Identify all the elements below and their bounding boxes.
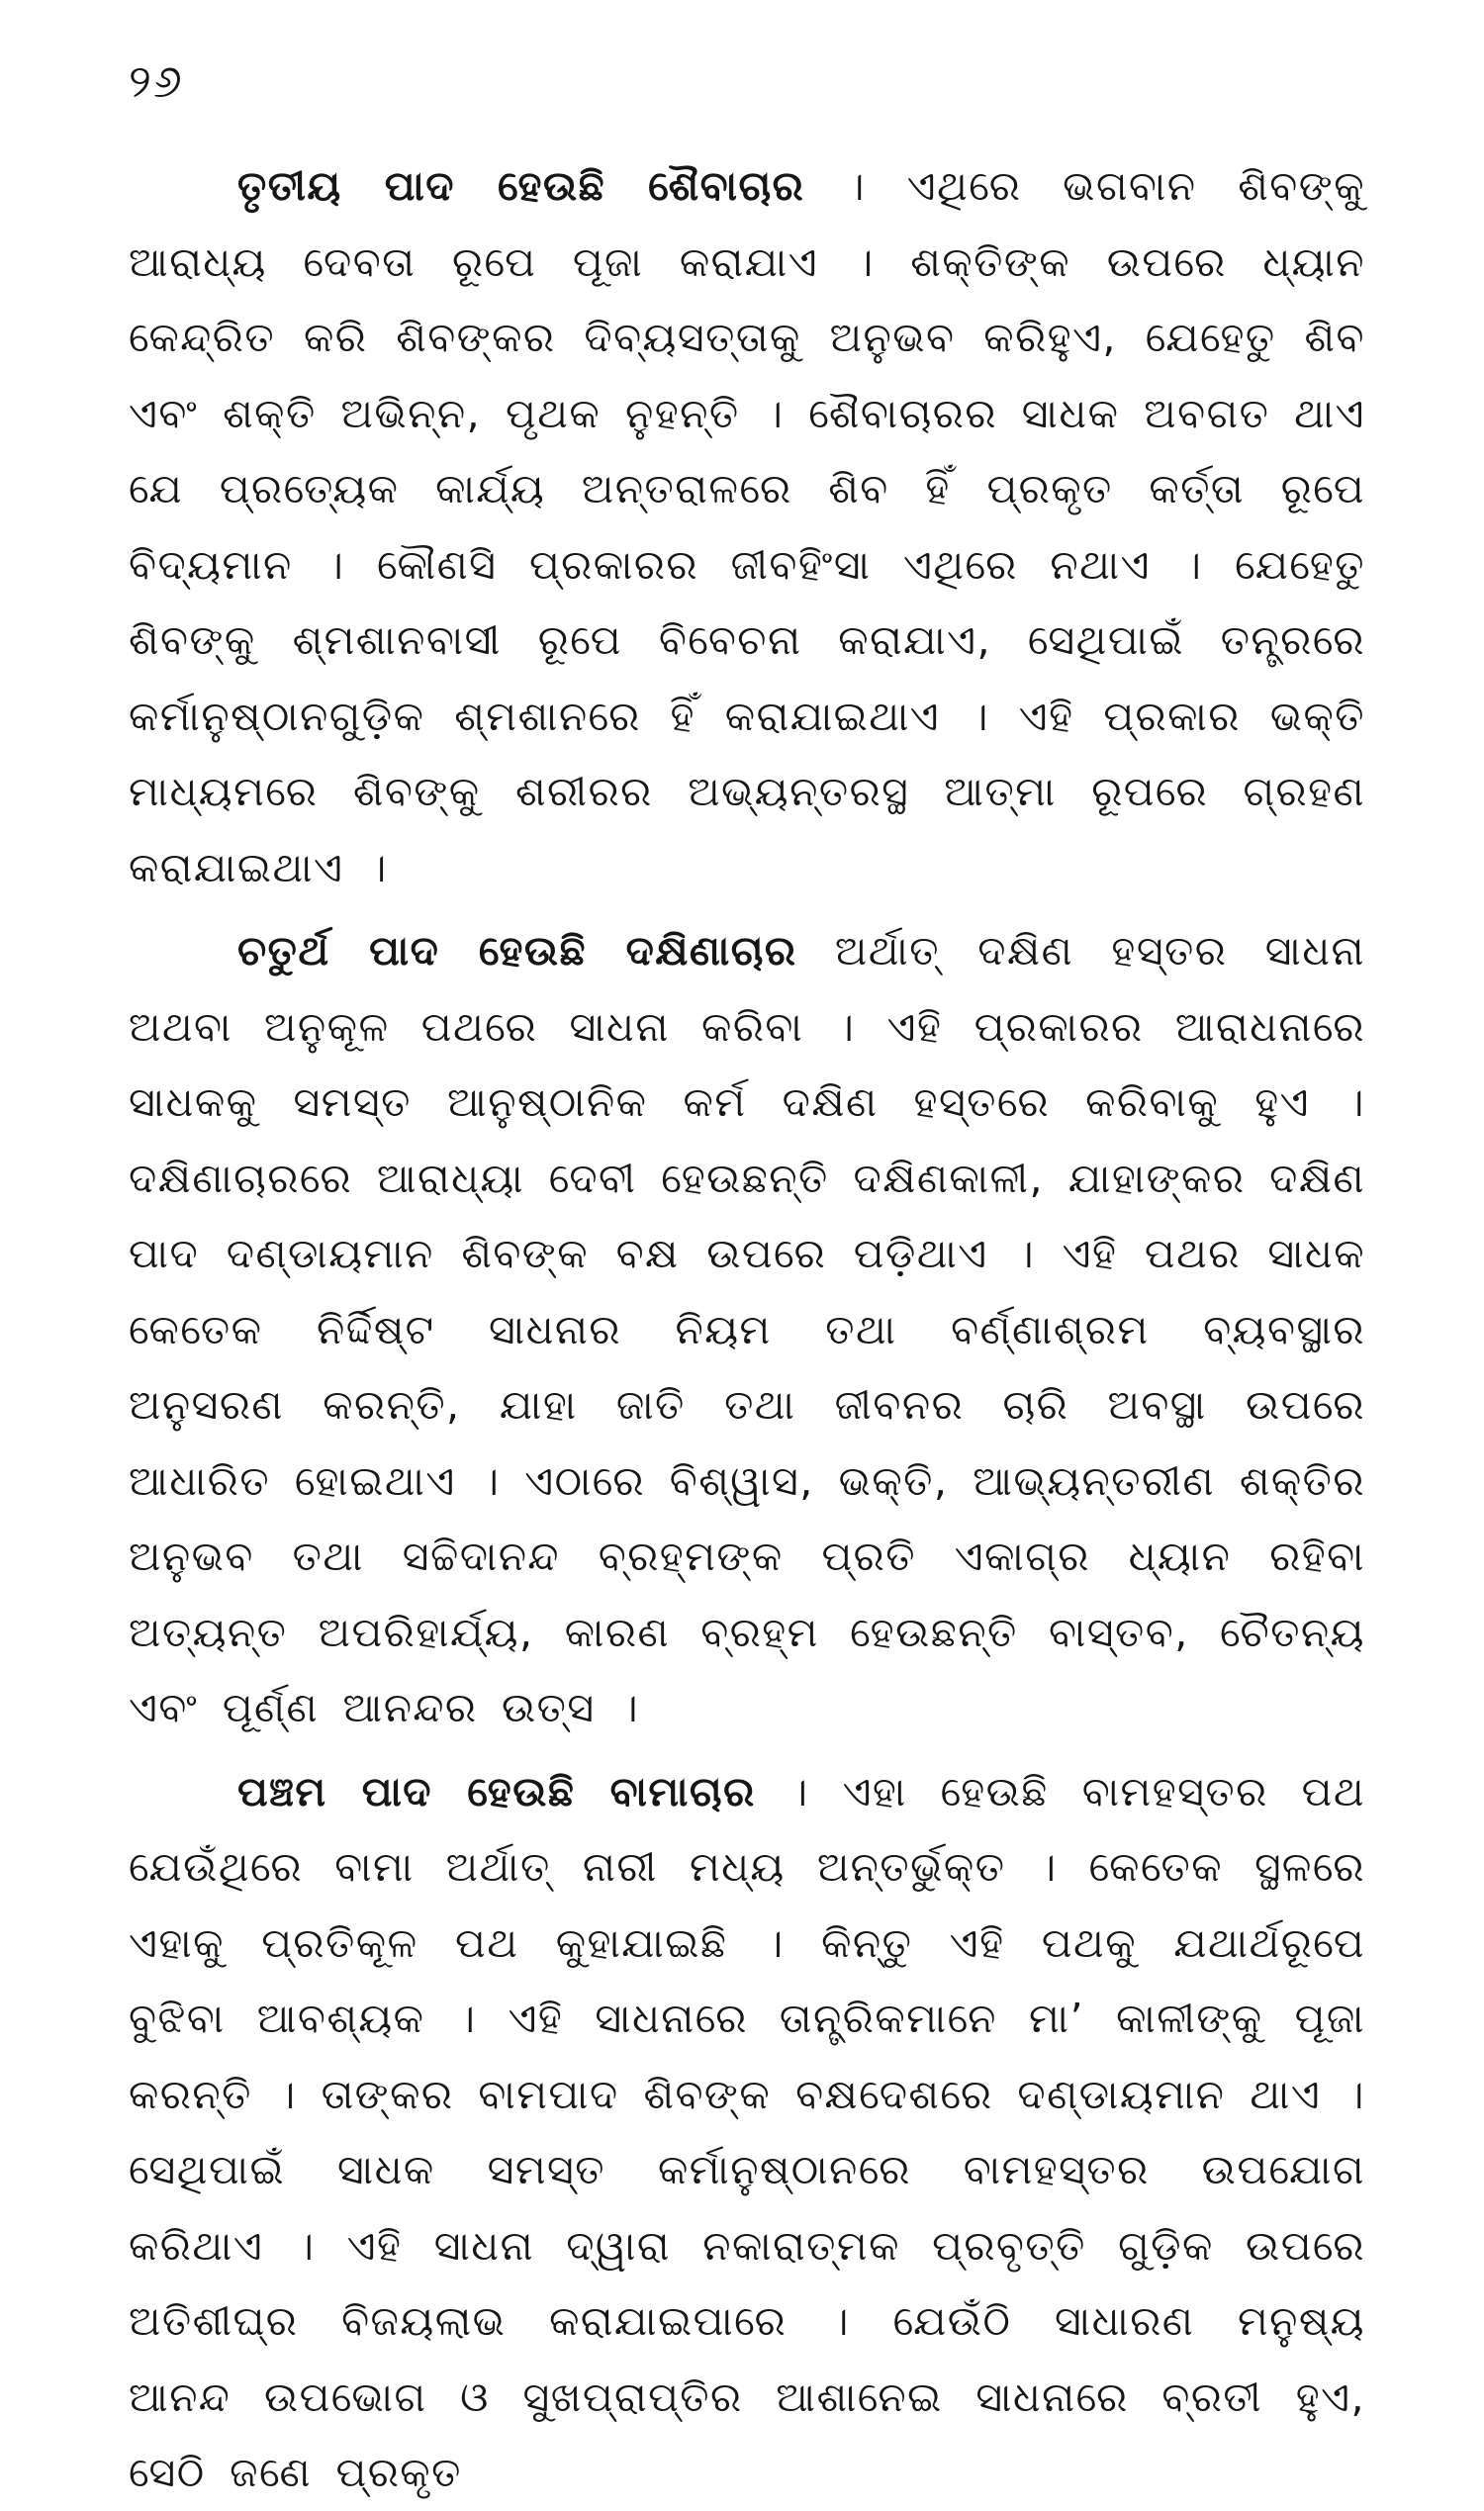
paragraph-vamachara xyxy=(129,1754,1365,2511)
body-text xyxy=(129,148,1365,2511)
paragraph-body: । ଏହା ହେଉଛି ବାମହସ୍ତର ପଥ ଯେଉଁଥିରେ ବାମା ଅର୍ଥାତ୍ ନାରୀ ମଧ୍ୟ ଅନ୍ତର୍ଭୁକ୍ତ । କେତେକ ସ୍ଥଳରେ ଏହାକୁ ପ୍ରତିକୂଳ ପଥ କୁହାଯାଇଛି । କିନ୍ତୁ ଏହି ପଥକୁ ଯଥାର୍ଥରୂପେ ବୁଝିବା ଆବଶ୍ୟକ । ଏହି ସାଧନାରେ ତାନ୍ତ୍ରିକମାନେ ମା’ କାଳୀଙ୍କୁ ପୂଜା କରନ୍ତି । ତାଙ୍କର ବାମପାଦ ଶିବଙ୍କ ବକ୍ଷଦେଶରେ ଦଣ୍ଡାୟମାନ ଥାଏ । ସେଥିପାଇଁ ସାଧକ ସମସ୍ତ କର୍ମାନୁଷ୍ଠାନରେ ବାମହସ୍ତର ଉପଯୋଗ କରିଥାଏ । ଏହି ସାଧନା ଦ୍ୱାରା ନକାରାତ୍ମକ ପ୍ରବୃତ୍ତି ଗୁଡ଼ିକ ଉପରେ ଅତିଶୀଘ୍ର ବିଜୟଲାଭ କରାଯାଇପାରେ । ଯେଉଁଠି ସାଧାରଣ ମନୁଷ୍ୟ ଆନନ୍ଦ ଉପଭୋଗ ଓ ସୁଖପ୍ରାପ୍ତିର ଆଶାନେଇ ସାଧନାରେ ବ୍ରତୀ ହୁଏ, ସେଠି ଜଣେ ପ୍ରକୃତ xyxy=(129,1767,1365,2496)
paragraph-body: ଅର୍ଥାତ୍ ଦକ୍ଷିଣ ହସ୍ତର ସାଧନା ଅଥବା ଅନୁକୂଳ ପଥରେ ସାଧନା କରିବା । ଏହି ପ୍ରକାରର ଆରାଧନାରେ ସାଧକକୁ ସମସ୍ତ ଆନୁଷ୍ଠାନିକ କର୍ମ ଦକ୍ଷିଣ ହସ୍ତରେ କରିବାକୁ ହୁଏ । ଦକ୍ଷିଣାଚାରରେ ଆରାଧ୍ୟା ଦେବୀ ହେଉଛନ୍ତି ଦକ୍ଷିଣକାଳୀ, ଯାହାଙ୍କର ଦକ୍ଷିଣ ପାଦ ଦଣ୍ଡାୟମାନ ଶିବଙ୍କ ବକ୍ଷ ଉପରେ ପଡ଼ିଥାଏ । ଏହି ପଥର ସାଧକ କେତେକ ନିର୍ଦ୍ଦିଷ୍ଟ ସାଧନାର ନିୟମ ତଥା ବର୍ଣ୍ଣାଶ୍ରମ ବ୍ୟବସ୍ଥାର ଅନୁସରଣ କରନ୍ତି, ଯାହା ଜାତି ତଥା ଜୀବନର ଚାରି ଅବସ୍ଥା ଉପରେ ଆଧାରିତ ହୋଇଥାଏ । ଏଠାରେ ବିଶ୍ୱାସ, ଭକ୍ତି, ଆଭ୍ୟନ୍ତରୀଣ ଶକ୍ତିର ଅନୁଭବ ତଥା ସଚ୍ଚିଦାନନ୍ଦ ବ୍ରହ୍ମଙ୍କ ପ୍ରତି ଏକାଗ୍ର ଧ୍ୟାନ ରହିବା ଅତ୍ୟନ୍ତ ଅପରିହାର୍ଯ୍ୟ, କାରଣ ବ୍ରହ୍ମ ହେଉଛନ୍ତି ବାସ୍ତବ, ଚୈତନ୍ୟ ଏବଂ ପୂର୍ଣ୍ଣ ଆନନ୍ଦର ଉତ୍ସ । xyxy=(129,927,1366,1731)
paragraph-shaivachara xyxy=(129,148,1365,905)
paragraph-body: । ଏଥିରେ ଭଗବାନ ଶିବଙ୍କୁ ଆରାଧ୍ୟ ଦେବତା ରୂପେ ପୂଜା କରାଯାଏ । ଶକ୍ତିଙ୍କ ଉପରେ ଧ୍ୟାନ କେନ୍ଦ୍ରିତ କରି ଶିବଙ୍କର ଦିବ୍ୟସତ୍ତାକୁ ଅନୁଭବ କରିହୁଏ, ଯେହେତୁ ଶିବ ଏବଂ ଶକ୍ତି ଅଭିନ୍ନ, ପୃଥକ ନୁହନ୍ତି । ଶୈବାଚାରର ସାଧକ ଅବଗତ ଥାଏ ଯେ ପ୍ରତ୍ୟେକ କାର୍ଯ୍ୟ ଅନ୍ତରାଳରେ ଶିବ ହିଁ ପ୍ରକୃତ କର୍ତ୍ତା ରୂପେ ବିଦ୍ୟମାନ । କୌଣସି ପ୍ରକାରର ଜୀବହିଂସା ଏଥିରେ ନଥାଏ । ଯେହେତୁ ଶିବଙ୍କୁ ଶ୍ମଶାନବାସୀ ରୂପେ ବିବେଚନା କରାଯାଏ, ସେଥିପାଇଁ ତନ୍ତ୍ରରେ କର୍ମାନୁଷ୍ଠାନଗୁଡ଼ିକ ଶ୍ମଶାନରେ ହିଁ କରାଯାଇଥାଏ । ଏହି ପ୍ରକାର ଭକ୍ତି ମାଧ୍ୟମରେ ଶିବଙ୍କୁ ଶରୀରର ଅଭ୍ୟନ୍ତରସ୍ଥ ଆତ୍ମା ରୂପରେ ଗ୍ରହଣ କରାଯାଇଥାଏ । xyxy=(129,162,1365,891)
paragraph-lead-heading: ଚତୁର୍ଥ ପାଦ ହେଉଛି ଦକ୍ଷିଣାଚାର xyxy=(237,927,797,975)
paragraph-lead-heading: ତୃତୀୟ ପାଦ ହେଉଛି ଶୈବାଚାର xyxy=(237,162,805,210)
paragraph-dakshinachara xyxy=(129,913,1365,1746)
page-number: ୨୬ xyxy=(129,54,184,108)
paragraph-lead-heading: ପଞ୍ଚମ ପାଦ ହେଉଛି ବାମାଚାର xyxy=(237,1767,756,1815)
